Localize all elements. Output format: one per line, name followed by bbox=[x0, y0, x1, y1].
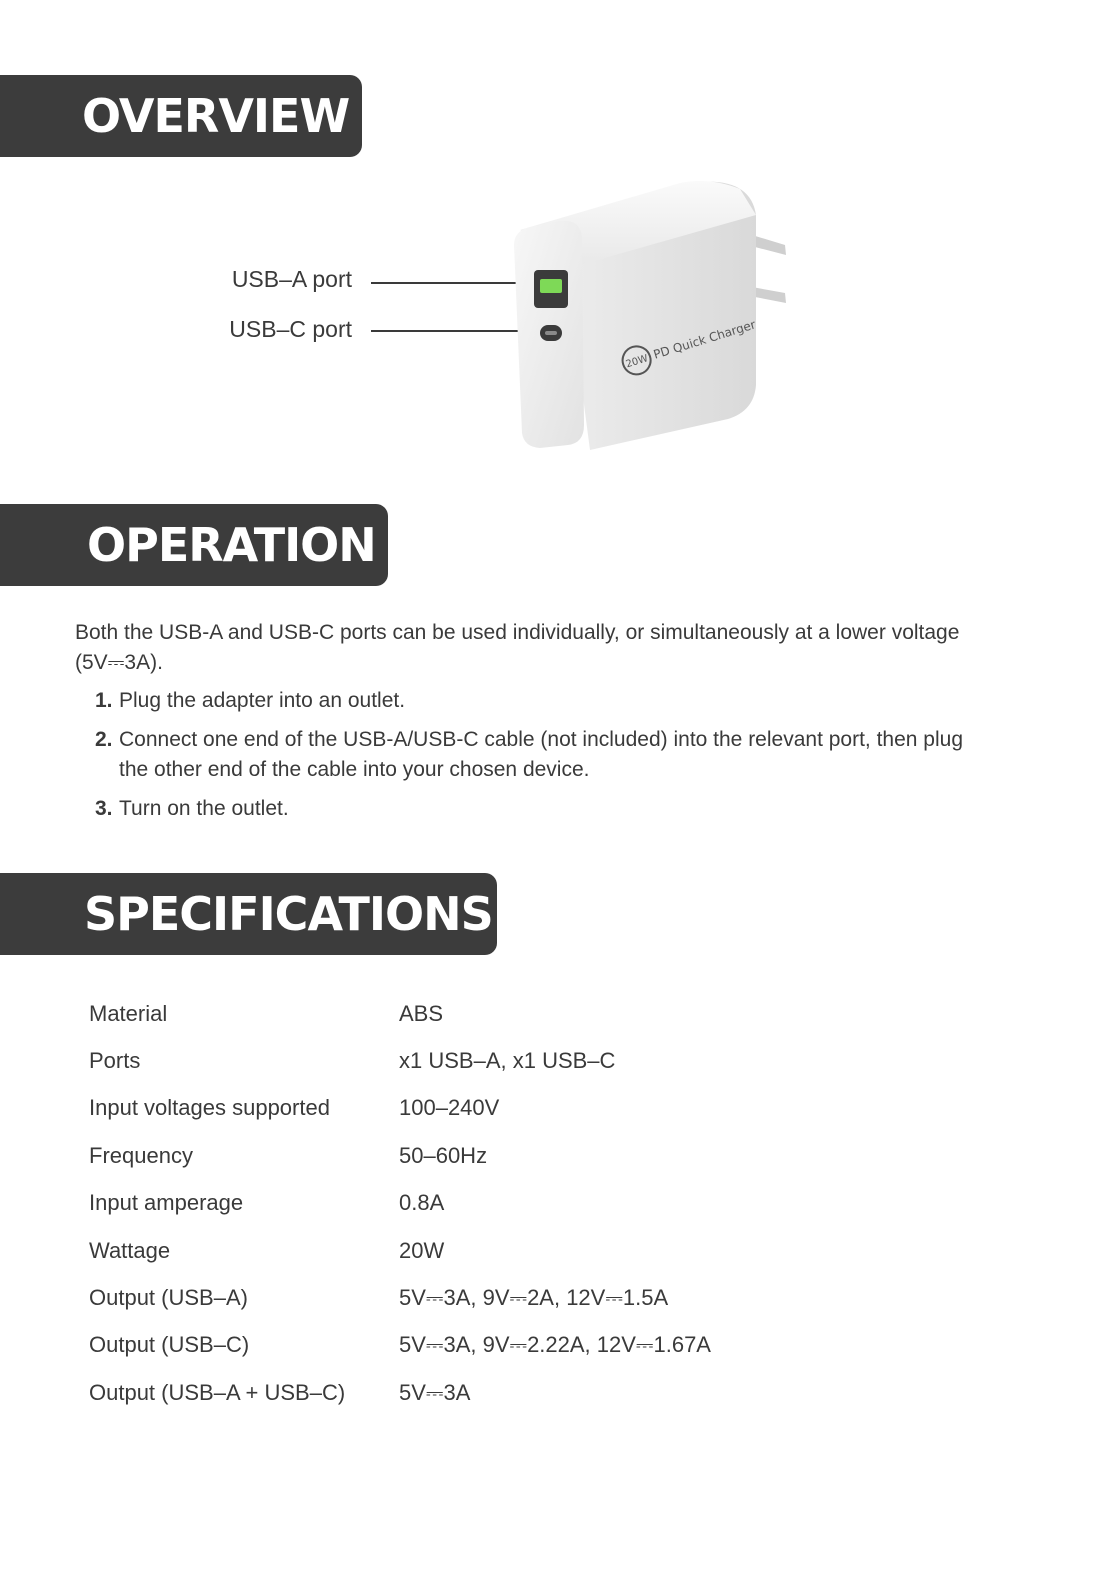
charger-product-image bbox=[500, 175, 800, 455]
usb-a-socket-insert bbox=[540, 279, 562, 293]
step-text: Connect one end of the USB-A/USB-C cable (not included) into the relevant port, then plug the other end of the cable into your chosen device. bbox=[119, 728, 963, 781]
usb-a-port-label: USB–A port bbox=[231, 266, 352, 292]
step-number: 3. bbox=[95, 797, 113, 820]
overview-heading-banner bbox=[0, 75, 362, 157]
spec-label: Output (USB–C) bbox=[89, 1332, 250, 1358]
step-number: 2. bbox=[95, 728, 113, 751]
spec-label: Input voltages supported bbox=[89, 1095, 330, 1121]
spec-row bbox=[89, 1274, 711, 1321]
operation-heading-banner bbox=[0, 504, 388, 586]
spec-row bbox=[89, 1132, 711, 1179]
spec-label: Output (USB–A) bbox=[89, 1285, 248, 1311]
step-item bbox=[95, 725, 995, 785]
spec-label: Input amperage bbox=[89, 1190, 244, 1216]
spec-row bbox=[89, 1227, 711, 1274]
step-text: Plug the adapter into an outlet. bbox=[119, 689, 406, 712]
overview-heading: OVERVIEW bbox=[82, 89, 350, 143]
spec-row bbox=[89, 990, 711, 1037]
spec-value: 5V⎓3A, 9V⎓2.22A, 12V⎓1.67A bbox=[399, 1332, 711, 1358]
step-item bbox=[95, 794, 995, 824]
spec-row bbox=[89, 1369, 711, 1416]
step-item bbox=[95, 686, 995, 716]
spec-value: 20W bbox=[399, 1237, 445, 1263]
spec-value: 5V⎓3A, 9V⎓2A, 12V⎓1.5A bbox=[399, 1285, 669, 1311]
specifications-heading-banner bbox=[0, 873, 497, 955]
spec-label: Wattage bbox=[89, 1237, 171, 1263]
specifications-table bbox=[89, 990, 711, 1417]
spec-value: 50–60Hz bbox=[399, 1142, 488, 1168]
plug-prong-top bbox=[752, 235, 786, 255]
spec-row bbox=[89, 1085, 711, 1132]
spec-row bbox=[89, 1180, 711, 1227]
spec-row bbox=[89, 1322, 711, 1369]
wattage-badge: 20W bbox=[624, 353, 650, 371]
charger-print-text: PD Quick Charger bbox=[651, 317, 758, 362]
usb-c-port-label: USB–C port bbox=[229, 316, 352, 342]
step-number: 1. bbox=[95, 689, 113, 712]
spec-value: 5V⎓3A bbox=[399, 1379, 471, 1405]
spec-label: Material bbox=[89, 1000, 168, 1026]
operation-intro: Both the USB-A and USB-C ports can be used individually, or simultaneously at a lower voltage (5V⎓3A). bbox=[75, 621, 960, 674]
plug-prong-bottom bbox=[752, 287, 786, 303]
operation-heading: OPERATION bbox=[87, 518, 376, 572]
specifications-heading: SPECIFICATIONS bbox=[84, 887, 493, 941]
spec-row bbox=[89, 1037, 711, 1084]
spec-label: Ports bbox=[89, 1048, 141, 1074]
spec-label: Output (USB–A + USB–C) bbox=[89, 1379, 346, 1405]
step-text: Turn on the outlet. bbox=[119, 797, 289, 820]
spec-value: x1 USB–A, x1 USB–C bbox=[399, 1048, 616, 1074]
spec-value: 100–240V bbox=[399, 1095, 500, 1121]
spec-label: Frequency bbox=[89, 1142, 193, 1168]
spec-value: 0.8A bbox=[399, 1190, 445, 1216]
operation-steps bbox=[95, 686, 995, 833]
spec-value: ABS bbox=[399, 1000, 444, 1026]
